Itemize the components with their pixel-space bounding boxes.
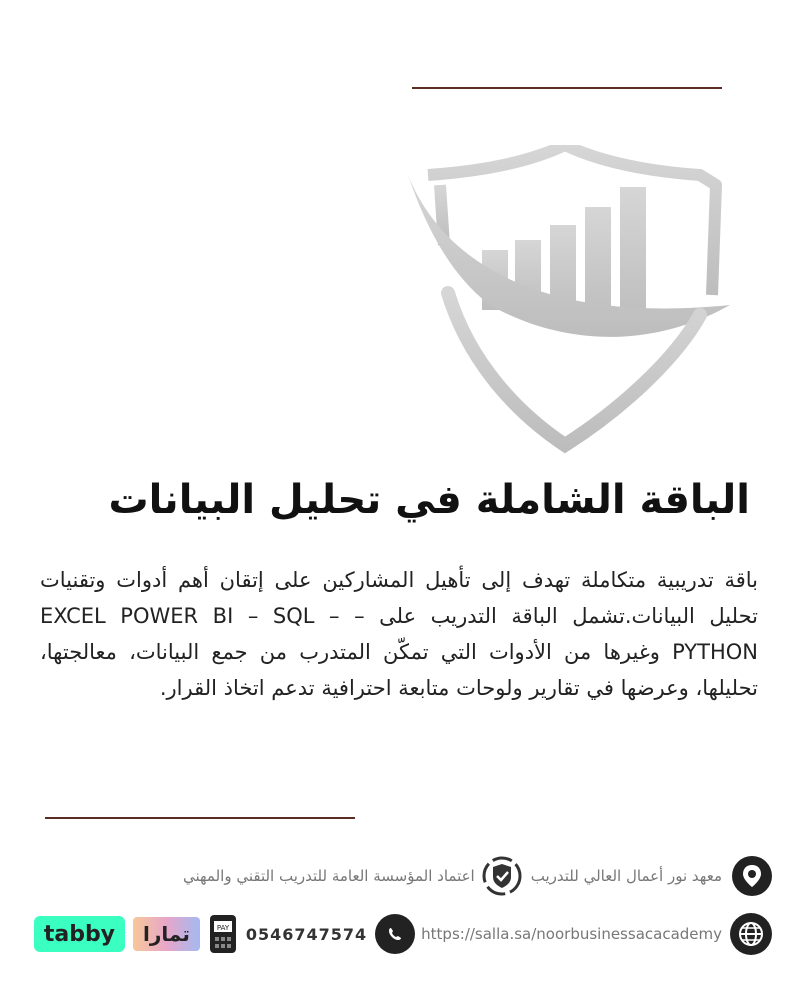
pay-label: PAY [216,924,229,932]
institute-info-row [183,856,772,896]
location-pin-icon [732,856,772,896]
package-description: باقة تدريبية متكاملة تهدف إلى تأهيل المشاركين على إتقان أهم أدوات وتقنيات تحليل البيانات.تشمل الباقة التدريب على – EXCEL POWER BI – SQL – PYTHON وغيرها من الأدوات التي تمكّن المتدرب من جمع البيانات، معالجتها، تحليلها، وعرضها في تقارير ولوحات متابعة احترافية تدعم اتخاذ القرار. [40,568,758,700]
pay-terminal-icon [208,913,238,955]
accreditation-badge-icon [481,855,523,897]
tamara-logo: تمارا [133,917,200,951]
shield-chart-icon [400,145,730,455]
institute-name: معهد نور أعمال العالي للتدريب [530,867,722,885]
page-title: الباقة الشاملة في تحليل البيانات [108,477,750,523]
globe-icon [730,913,772,955]
top-divider [412,87,722,89]
contact-info-row [34,912,772,956]
whatsapp-icon[interactable] [375,914,415,954]
accreditation-text: اعتماد المؤسسة العامة للتدريب التقني والمهني [182,867,475,885]
bottom-divider [45,817,355,819]
phone-number[interactable]: 0546747574 [245,924,368,944]
website-link[interactable]: https://salla.sa/noorbusinessacacademy [421,925,722,943]
tabby-logo: tabby [34,916,125,952]
